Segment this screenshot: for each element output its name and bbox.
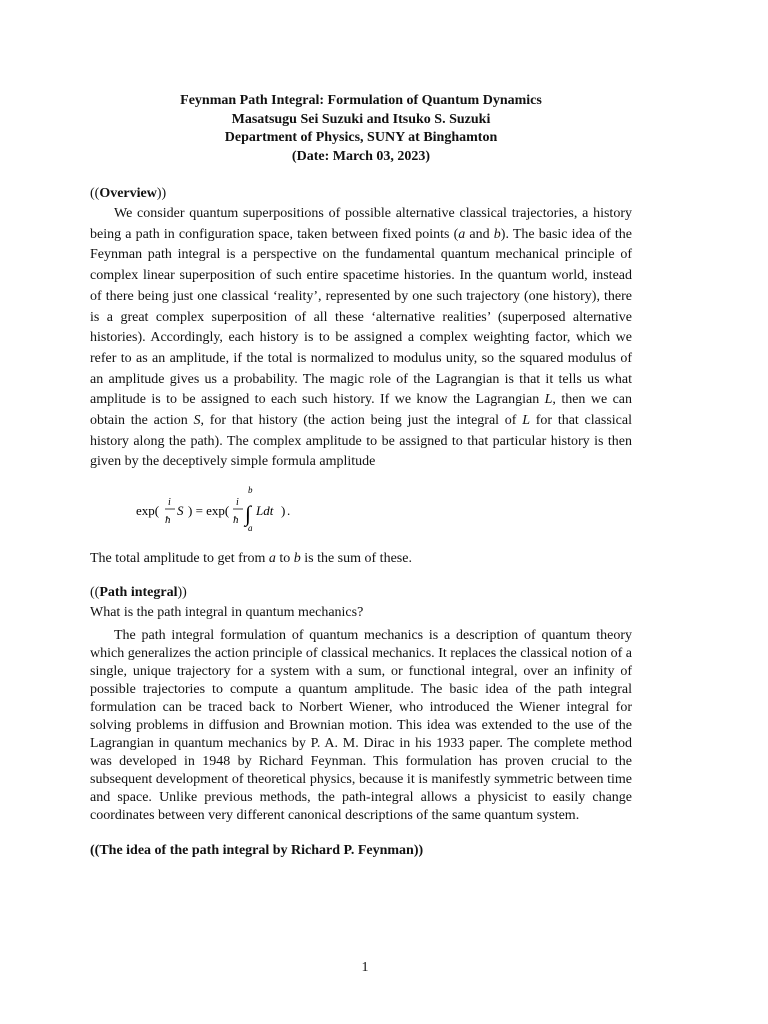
document-header — [90, 92, 632, 166]
formula-period: . — [287, 503, 291, 519]
formula-i-num: i — [168, 497, 171, 509]
formula-lower-limit: a — [248, 523, 253, 534]
path-integral-paragraph: The path integral formulation of quantum mechanics is a description of quantum theory which generalizes the action principle of classical mechanics. It replaces the classical notion of a single, unique trajectory for a system with a sum, or functional integral, over an infinity of possible trajectories to compute a quantum amplitude. The basic idea of the path integral formulation can be traced back to Norbert Wiener, who introduced the Wiener integral for solving problems in diffusion and Brownian motion. This idea was extended to the use of the Lagrangian in quantum mechanics by P. A. M. Dirac in his 1933 paper. The complete method was developed in 1948 by Richard Feynman. This formulation has proven crucial to the subsequent development of theoretical physics, because it is manifestly symmetric between time and space. Unlike previous methods, the path-integral allows a physicist to easily change coordinates between very different canonical descriptions of the same quantum system. — [90, 628, 632, 824]
amplitude-formula — [90, 479, 632, 541]
formula-hbar-den2: ħ — [233, 514, 239, 527]
path-integral-heading: ((Path integral)) — [90, 585, 187, 601]
formula-graphic — [136, 479, 336, 541]
formula-close: ) — [281, 503, 286, 519]
path-integral-question: What is the path integral in quantum mechanics? — [90, 605, 364, 621]
feynman-idea-heading: ((The idea of the path integral by Richard P. Feynman)) — [90, 843, 424, 859]
paper-title: Feynman Path Integral: Formulation of Quantum Dynamics — [180, 93, 542, 108]
formula-equals-exp: ) = exp( — [188, 503, 230, 519]
formula-hbar-den: ħ — [165, 514, 171, 527]
page-content — [90, 92, 632, 861]
formula-i-num2: i — [236, 497, 239, 509]
paper-affiliation: Department of Physics, SUNY at Binghamton — [224, 130, 498, 145]
paper-authors: Masatsugu Sei Suzuki and Itsuko S. Suzuki — [231, 111, 491, 127]
formula-integrand: Ldt — [256, 503, 274, 519]
formula-exp1: exp( — [136, 503, 160, 519]
formula-integral-sign: ∫ — [245, 501, 252, 527]
paper-date: (Date: March 03, 2023) — [291, 148, 431, 164]
formula-action: S — [177, 503, 184, 519]
total-amplitude-sentence: The total amplitude to get from a to b is the sum of these. — [90, 551, 412, 567]
overview-heading: ((Overview)) — [90, 186, 167, 201]
overview-paragraph: We consider quantum superpositions of possible alternative classical trajectories, a history being a path in configuration space, taken between fixed points (a and b). The basic idea of the Feynman path integral is a perspective on the fundamental quantum mechanical principle of complex linear superposition of such entire spacetime histories. In the quantum world, instead of there being just one classical ‘reality’, represented by one such trajectory (one history), there is a great complex superposition of all these ‘alternative realities’ (superposed alternative histories). Accordingly, each history is to be assigned a complex weighting factor, which we refer to as an amplitude, if the total is normalized to modulus unity, so the squared modulus of an amplitude gives us a probability. The magic role of the Lagrangian is that it tells us what amplitude is to be assigned to each such history. If we know the Lagrangian L, then we can obtain the action S, for that history (the action being just the integral of L for that classical history along the path). The complex amplitude to be assigned to that particular history is then given by the deceptively simple formula amplitude — [90, 206, 633, 470]
formula-upper-limit: b — [248, 485, 253, 496]
page-number: 1 — [361, 960, 369, 975]
